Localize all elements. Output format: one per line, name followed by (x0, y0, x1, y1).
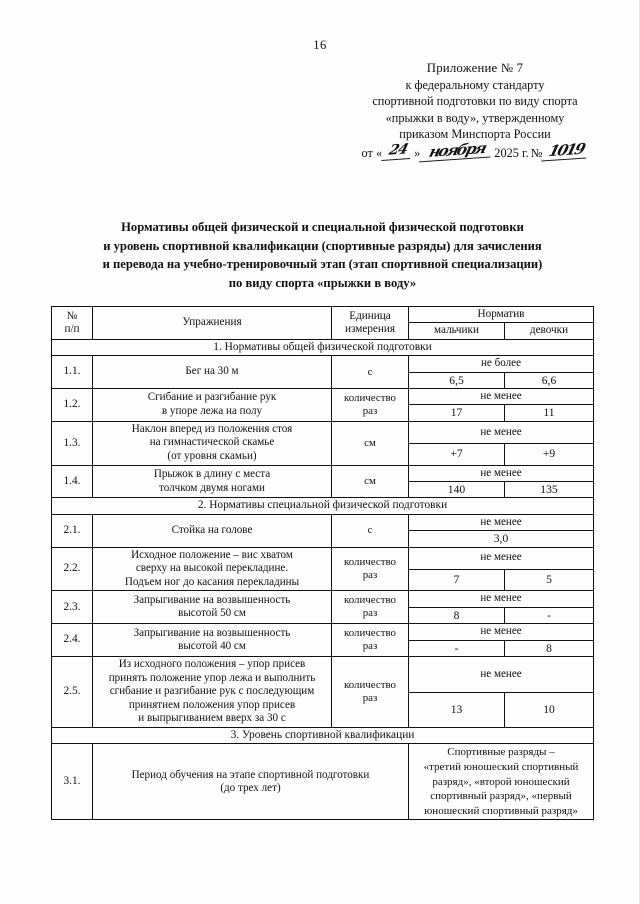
row-exercise (93, 744, 409, 820)
value-boys: 8 (409, 607, 505, 623)
page-title-line-1: Нормативы общей физической и специальной физической подготовки (121, 220, 524, 234)
column-header-number-line-1: № (66, 309, 78, 322)
unit-line: раз (362, 607, 378, 620)
table-row (52, 421, 594, 443)
exercise-line: (от уровня скамьи) (167, 450, 257, 463)
row-number: 2.3. (52, 591, 93, 624)
row-exercise (93, 591, 332, 624)
unit-line: раз (362, 569, 378, 582)
unit-line: раз (362, 404, 378, 417)
unit-line: количество (344, 626, 396, 639)
table-header-row (52, 307, 594, 323)
row-unit (332, 591, 409, 624)
page-title-line-4: по виду спорта «прыжки в воду» (228, 275, 417, 290)
exercise-line: Запрыгивание на возвышенность (133, 626, 291, 639)
column-header-unit (332, 307, 409, 340)
unit-line: количество (344, 594, 396, 607)
exercise-line: Период обучения на этапе спортивной подготовки (131, 768, 370, 781)
row-exercise (93, 547, 332, 591)
value-girls: - (505, 607, 594, 623)
standards-table-container (51, 306, 593, 820)
value-girls: 135 (505, 482, 594, 498)
row-unit (332, 547, 409, 591)
exercise-line: сверху на высокой перекладине. (135, 562, 289, 575)
section-title: 1. Нормативы общей физической подготовки (52, 339, 594, 355)
value-girls: 5 (505, 569, 594, 591)
exercise-line: и выпрыгиванием вверх за 30 с (138, 712, 286, 725)
appendix-header-block (330, 60, 620, 162)
row-threshold-note: не менее (409, 624, 594, 640)
table-body (52, 339, 594, 820)
section-title: 2. Нормативы специальной физической подготовки (52, 498, 594, 514)
page-title-line-2: и уровень спортивной квалификации (спортивные разряды) для зачисления (103, 238, 542, 253)
value-boys: 140 (409, 482, 505, 498)
unit-line: с (367, 365, 373, 378)
rank-line: юношеский спортивный разряд» (424, 804, 578, 817)
exercise-line: высотой 40 см (178, 640, 246, 653)
value-girls: 8 (505, 640, 594, 656)
row-exercise (93, 421, 332, 465)
table-row (52, 389, 594, 405)
row-exercise (93, 465, 332, 498)
column-header-number-line-2: п/п (64, 322, 80, 335)
column-header-unit-line-2: измерения (345, 322, 395, 335)
row-exercise (93, 514, 332, 547)
rank-line: Спортивные разряды – (447, 746, 555, 759)
value-boys: 13 (409, 692, 505, 727)
appendix-line-4: «прыжки в воду», утвержденному (385, 110, 565, 125)
date-prefix: от « (361, 145, 383, 160)
value-boys: +7 (409, 443, 505, 465)
row-number: 1.4. (52, 465, 93, 498)
exercise-line: на гимнастической скамье (149, 436, 275, 449)
exercise-line: принять положение упор лежа и выполнить (108, 671, 316, 684)
unit-line: см (364, 436, 376, 449)
page-title-line-3: и перевода на учебно-тренировочный этап (этап спортивной специализации) (102, 257, 543, 271)
value-both: 3,0 (409, 531, 594, 547)
section-title: 3. Уровень спортивной квалификации (52, 728, 594, 744)
row-unit (332, 356, 409, 389)
appendix-date-line (330, 139, 620, 162)
row-unit (332, 657, 409, 728)
row-number: 2.4. (52, 624, 93, 657)
table-row (52, 514, 594, 530)
value-boys: 17 (409, 405, 505, 421)
table-row (52, 547, 594, 569)
rank-line: «третий юношеский спортивный (423, 761, 579, 774)
column-header-boys: мальчики (409, 323, 505, 339)
row-exercise (93, 624, 332, 657)
row-exercise (93, 356, 332, 389)
row-threshold-note: не менее (409, 465, 594, 481)
row-unit (332, 421, 409, 465)
standards-table (51, 306, 594, 820)
row-unit (332, 465, 409, 498)
number-sign: № (530, 145, 543, 160)
handwritten-document-number: 1019 (542, 140, 591, 161)
handwritten-day: 24 (382, 141, 415, 161)
row-number: 1.2. (52, 389, 93, 422)
table-head (52, 307, 594, 340)
value-boys: - (409, 640, 505, 656)
unit-line: количество (344, 391, 396, 404)
value-girls: 11 (505, 405, 594, 421)
row-number: 2.2. (52, 547, 93, 591)
date-closing-quote: » (414, 145, 421, 160)
row-number: 2.1. (52, 514, 93, 547)
value-girls: +9 (505, 443, 594, 465)
table-row (52, 744, 594, 820)
column-header-number (52, 307, 93, 340)
appendix-line-3: спортивной подготовки по виду спорта (372, 94, 578, 109)
row-number: 1.1. (52, 356, 93, 389)
exercise-line: Исходное положение – вис хватом (131, 548, 293, 561)
table-row (52, 657, 594, 692)
section-header-row (52, 339, 594, 355)
table-row (52, 591, 594, 607)
row-exercise (93, 657, 332, 728)
exercise-line: Из исходного положения – упор присев (118, 658, 306, 671)
column-header-girls: девочки (505, 323, 594, 339)
exercise-line: Запрыгивание на возвышенность (133, 593, 291, 606)
value-boys: 7 (409, 569, 505, 591)
row-threshold-note: не менее (409, 514, 594, 530)
row-unit (332, 624, 409, 657)
row-threshold-note: не менее (409, 421, 594, 443)
unit-line: см (364, 474, 376, 487)
rank-line: спортивный разряд», «первый (430, 790, 572, 803)
section-header-row (52, 728, 594, 744)
exercise-line: высотой 50 см (178, 607, 246, 620)
row-number: 1.3. (52, 421, 93, 465)
exercise-line: Подъем ног до касания перекладины (124, 575, 300, 588)
exercise-line: Стойка на голове (171, 523, 253, 536)
table-row (52, 624, 594, 640)
value-girls: 6,6 (505, 372, 594, 388)
column-header-exercise: Упражнения (93, 307, 332, 340)
row-number: 2.5. (52, 657, 93, 728)
page-title (50, 218, 595, 292)
unit-line: раз (362, 692, 378, 705)
date-year: 2025 г. (494, 145, 529, 160)
row-threshold-note: не более (409, 356, 594, 372)
exercise-line: Наклон вперед из положения стоя (131, 422, 293, 435)
appendix-line-5: приказом Минспорта России (399, 127, 551, 142)
exercise-line: толчком двумя ногами (159, 481, 265, 494)
exercise-line: сгибание и разгибание рук с последующим (109, 685, 315, 698)
exercise-line: принятием положения упор присев (128, 698, 296, 711)
exercise-line: Прыжок в длину с места (153, 467, 271, 480)
column-header-unit-line-1: Единица (349, 309, 391, 322)
unit-line: с (367, 524, 373, 537)
row-threshold-note: не менее (409, 591, 594, 607)
row-unit (332, 514, 409, 547)
table-row (52, 356, 594, 372)
column-header-norm: Норматив (409, 307, 594, 323)
row-threshold-note: не менее (409, 547, 594, 569)
sport-ranks-value (409, 744, 594, 820)
rank-line: разряд», «второй юношеский (432, 775, 570, 788)
row-number: 3.1. (52, 744, 93, 820)
unit-line: количество (344, 678, 396, 691)
value-boys: 6,5 (409, 372, 505, 388)
exercise-line: (до трех лет) (220, 781, 281, 794)
value-girls: 10 (505, 692, 594, 727)
row-unit (332, 389, 409, 422)
handwritten-month: ноября (419, 140, 495, 162)
row-threshold-note: не менее (409, 657, 594, 692)
exercise-line: Сгибание и разгибание рук (147, 391, 277, 404)
table-row (52, 465, 594, 481)
unit-line: раз (362, 640, 378, 653)
exercise-line: Бег на 30 м (185, 365, 239, 378)
row-threshold-note: не менее (409, 389, 594, 405)
unit-line: количество (344, 555, 396, 568)
appendix-title: Приложение № 7 (426, 61, 524, 75)
row-exercise (93, 389, 332, 422)
section-header-row (52, 498, 594, 514)
appendix-line-2: к федеральному стандарту (405, 77, 545, 92)
exercise-line: в упоре лежа на полу (161, 404, 263, 417)
page-number: 16 (313, 38, 327, 52)
